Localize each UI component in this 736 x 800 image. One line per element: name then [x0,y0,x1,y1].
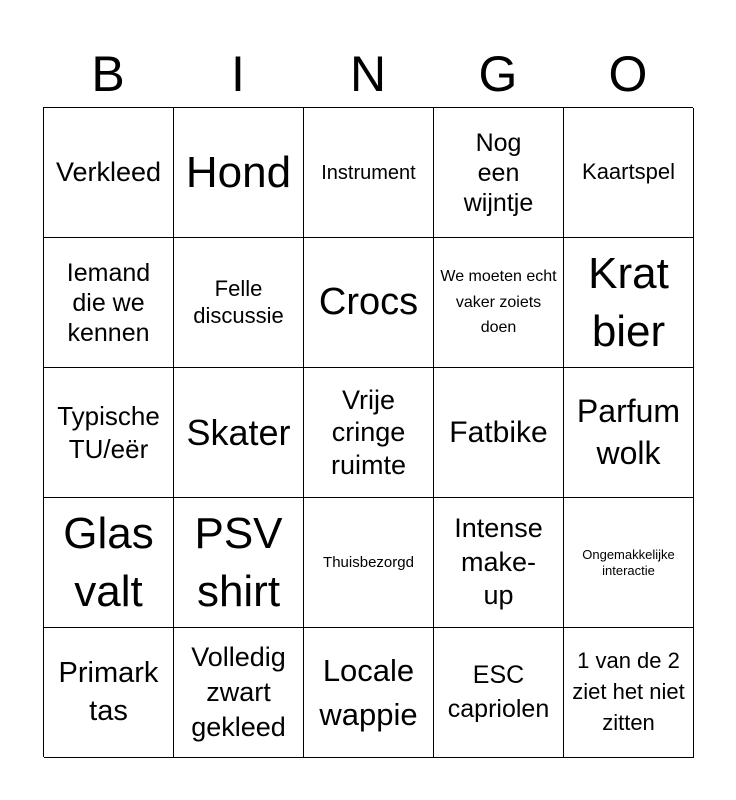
header-letter-n: N [349,46,387,102]
header-letter-b: B [91,46,125,102]
bingo-cell[interactable] [44,498,174,628]
cell-label: ESC capriolen [447,660,550,723]
bingo-cell[interactable] [434,628,564,758]
cell-label: PSV shirt [194,509,283,616]
bingo-cell[interactable] [434,498,564,628]
bingo-cell[interactable] [174,498,304,628]
cell-label: We moeten echt vaker zoiets doen [440,268,557,337]
cell-label: Thuisbezorgd [323,553,414,571]
cell-label: 1 van de 2 ziet het niet zitten [572,648,685,735]
cell-label: Krat bier [588,249,669,356]
cell-label: Crocs [318,280,419,323]
cell-label: Vrije cringe ruimte [330,384,406,480]
cell-label: Fatbike [449,415,548,449]
cell-label: Felle discussie [193,276,284,328]
cell-label: Locale wappie [319,653,418,732]
bingo-cell[interactable] [564,238,694,368]
bingo-cell[interactable] [434,108,564,238]
cell-label: Verkleed [55,157,162,188]
header-letter-o: O [608,46,648,102]
cell-label: Iemand die we kennen [66,258,151,347]
bingo-cell[interactable] [304,628,434,758]
bingo-cell[interactable] [434,238,564,368]
cell-label: Typische TU/eër [57,401,160,464]
cell-label: Hond [185,147,292,197]
bingo-cell[interactable] [174,238,304,368]
bingo-cell[interactable] [564,108,694,238]
bingo-cell[interactable] [434,368,564,498]
bingo-cell[interactable] [44,368,174,498]
cell-label: Primark tas [58,656,159,727]
bingo-cell[interactable] [304,368,434,498]
bingo-cell[interactable] [304,108,434,238]
bingo-cell[interactable] [174,628,304,758]
bingo-cell[interactable] [304,498,434,628]
bingo-cell[interactable] [44,628,174,758]
cell-label: Parfum wolk [576,392,681,471]
bingo-cell[interactable] [44,238,174,368]
cell-label: Instrument [321,161,416,184]
bingo-cell[interactable] [44,108,174,238]
bingo-grid [43,107,693,757]
header-letter-g: G [478,46,518,102]
cell-label: Ongemakkelijke interactie [582,546,675,578]
cell-label: Intense make-up [454,512,543,611]
bingo-cell[interactable] [174,108,304,238]
bingo-cell[interactable] [564,628,694,758]
bingo-header [43,40,693,108]
bingo-cell[interactable] [564,368,694,498]
cell-label: Volledig zwart gekleed [191,641,286,743]
cell-label: Glas valt [63,509,154,616]
cell-label: Kaartspel [582,159,675,185]
bingo-cell[interactable] [564,498,694,628]
header-letter-i: I [231,46,245,102]
cell-label: Nog een wijntje [463,128,534,217]
bingo-cell[interactable] [304,238,434,368]
bingo-cell[interactable] [174,368,304,498]
cell-label: Skater [186,411,291,453]
